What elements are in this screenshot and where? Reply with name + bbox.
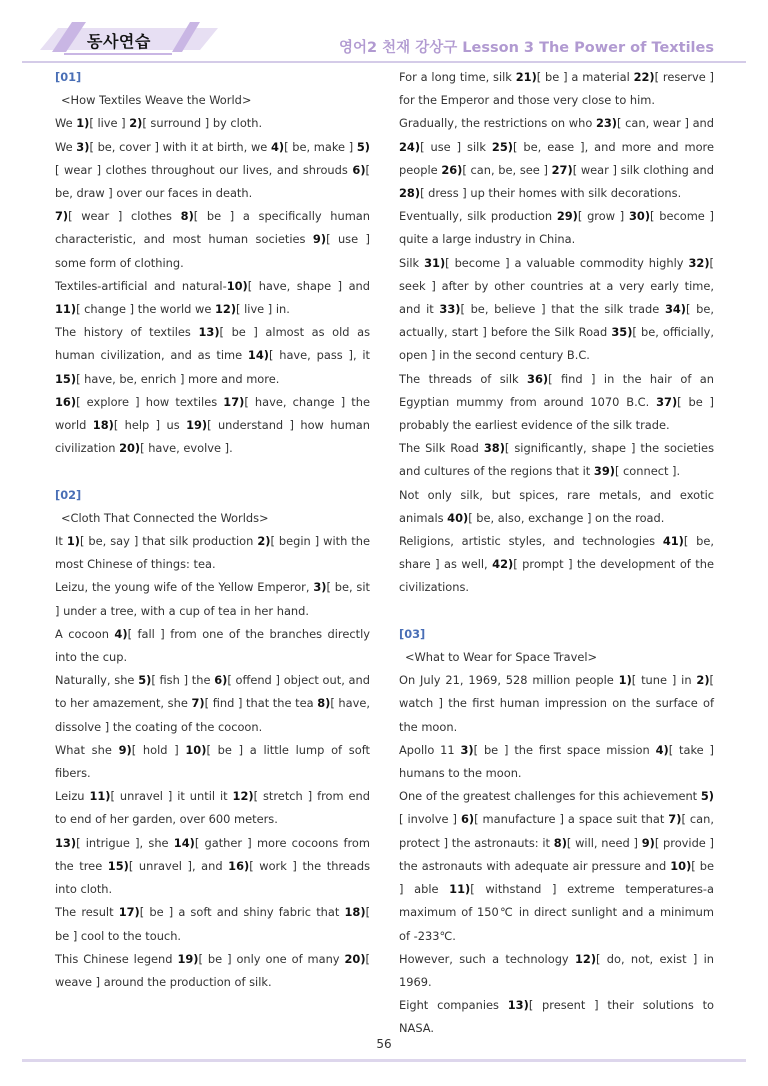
blank-number: 41) [662, 534, 684, 549]
blank-number: 6) [460, 812, 475, 827]
blank-number: 36) [527, 371, 549, 386]
blank-number: 16) [55, 394, 77, 409]
blank-number: 18) [344, 905, 366, 920]
blank-number: 3) [76, 139, 90, 154]
blank-number: 19) [177, 951, 199, 966]
exercise-sentence: Eventually, silk production 29)[ grow ] 30)[ become ] quite a large industry in China. [399, 209, 714, 247]
section-gap [55, 460, 370, 483]
blank-number: 15) [55, 371, 77, 386]
exercise-sentence: This Chinese legend 19)[ be ] only one of many 20)[ weave ] around the production of silk. [55, 951, 370, 989]
blank-number: 11) [55, 302, 77, 317]
blank-number: 22) [633, 70, 655, 84]
exercise-sentence: One of the greatest challenges for this achievement 5)[ involve ] 6)[ manufacture ] a space suit that 7)[ can, protect ] the astronauts: it 8)[ will, need ] 9)[ provide ] the astronauts with adequate air pressure and 10)[ be ] able 11)[ withstand ] extreme temperatures-a maximum of 150℃ in direct sunlight and a minimum of -233℃. [399, 789, 714, 943]
blank-number: 20) [344, 951, 366, 966]
blank-number: 26) [441, 162, 463, 177]
left-column [55, 66, 370, 994]
blank-number: 12) [214, 302, 237, 317]
blank-number: 5) [356, 139, 370, 154]
blank-number: 20) [119, 441, 141, 456]
blank-number: 5) [138, 673, 152, 688]
blank-number: 11) [89, 789, 111, 804]
blank-number: 18) [92, 418, 114, 433]
blank-number: 5) [700, 789, 714, 804]
blank-number: 7) [55, 209, 69, 224]
blank-number: 12) [574, 951, 597, 966]
blank-number: 7) [668, 812, 682, 827]
exercise-sentence: Not only silk, but spices, rare metals, and exotic animals 40)[ be, also, exchange ] on the road. [399, 487, 714, 525]
blank-number: 11) [449, 882, 471, 897]
blank-number: 9) [312, 232, 327, 247]
blank-number: 27) [551, 162, 573, 177]
exercise-sentence: A cocoon 4)[ fall ] from one of the branches directly into the cup. [55, 626, 371, 665]
blank-number: 1) [618, 673, 632, 688]
blank-number: 39) [593, 464, 615, 479]
blank-number: 7) [191, 696, 205, 711]
exercise-sentence: Eight companies 13)[ present ] their solutions to NASA. [399, 998, 715, 1036]
blank-number: 3) [460, 742, 474, 757]
blank-number: 24) [399, 139, 421, 154]
blank-number: 8) [553, 835, 567, 850]
exercise-sentence: We 1)[ live ] 2)[ surround ] by cloth. [55, 116, 263, 131]
exercise-sentence: Leizu, the young wife of the Yellow Emperor, 3)[ be, sit ] under a tree, with a cup of tea in her hand. [55, 580, 370, 618]
exercise-sentence: Textiles-artificial and natural-10)[ have, shape ] and 11)[ change ] the world we 12)[ live ] in. [55, 278, 370, 317]
section-gap [399, 600, 714, 623]
blank-number: 35) [611, 325, 633, 340]
blank-number: 10) [670, 858, 692, 873]
blank-number: 1) [76, 116, 90, 131]
blank-number: 15) [107, 858, 129, 873]
blank-number: 4) [270, 139, 285, 154]
blank-number: 8) [317, 696, 331, 711]
page-number: 56 [376, 1037, 392, 1051]
blank-number: 38) [483, 441, 505, 456]
exercise-sentence: Religions, artistic styles, and technologies 41)[ be, share ] as well, 42)[ prompt ] the development of the civilizations. [399, 534, 714, 595]
exercise-sentence: Gradually, the restrictions on who 23)[ can, wear ] and 24)[ use ] silk 25)[ be, ease ], and more and more people 26)[ can, be, see ] 27)[ wear ] silk clothing and 28)[ dress ] up their homes with silk decorations. [399, 116, 715, 201]
exercise-sentence: 7)[ wear ] clothes 8)[ be ] a specifically human characteristic, and most human societies 9)[ use ] some form of clothing. [55, 209, 370, 270]
blank-number: 30) [628, 209, 651, 224]
blank-number: 14) [173, 835, 195, 850]
page-header [0, 0, 768, 64]
blank-number: 8) [180, 209, 194, 224]
blank-number: 6) [352, 162, 366, 177]
exercise-sentence: It 1)[ be, say ] that silk production 2)[ begin ] with the most Chinese of things: tea. [55, 534, 371, 572]
blank-number: 10) [185, 742, 207, 757]
section-number: [02] [55, 487, 82, 502]
blank-number: 12) [232, 789, 254, 804]
exercise-sentence: Naturally, she 5)[ fish ] the 6)[ offend ] object out, and to her amazement, she 7)[ find ] that the tea 8)[ have, dissolve ] the coating of the cocoon. [55, 673, 370, 734]
header-label: 동사연습 [87, 32, 151, 51]
exercise-sentence: 13)[ intrigue ], she 14)[ gather ] more cocoons from the tree 15)[ unravel ], and 16)[ work ] the threads into cloth. [55, 835, 371, 897]
header-divider [22, 61, 746, 63]
section-number: [01] [55, 70, 82, 84]
passage-title: <Cloth That Connected the Worlds> [61, 510, 269, 525]
exercise-sentence: For a long time, silk 21)[ be ] a material 22)[ reserve ] for the Emperor and those very close to him. [399, 70, 714, 108]
exercise-sentence: The Silk Road 38)[ significantly, shape ] the societies and cultures of the regions that it 39)[ connect ]. [399, 441, 715, 479]
exercise-sentence: The result 17)[ be ] a soft and shiny fabric that 18)[ be ] cool to the touch. [55, 905, 371, 943]
blank-number: 3) [313, 580, 327, 595]
blank-number: 6) [214, 673, 228, 688]
passage-title: <How Textiles Weave the World> [61, 93, 252, 108]
exercise-sentence: The history of textiles 13)[ be ] almost as old as human civilization, and as time 14)[ have, pass ], it 15)[ have, be, enrich ] more and more. [55, 325, 371, 386]
blank-number: 14) [247, 348, 269, 363]
blank-number: 32) [688, 255, 710, 270]
blank-number: 9) [118, 742, 132, 757]
exercise-sentence: However, such a technology 12)[ do, not, exist ] in 1969. [399, 951, 714, 989]
blank-number: 25) [491, 139, 513, 154]
blank-number: 16) [228, 858, 250, 873]
blank-number: 1) [66, 534, 80, 549]
blank-number: 4) [655, 742, 669, 757]
exercise-sentence: Apollo 11 3)[ be ] the first space mission 4)[ take ] humans to the moon. [399, 742, 714, 781]
blank-number: 2) [129, 116, 143, 131]
blank-number: 40) [447, 510, 469, 525]
blank-number: 4) [114, 626, 128, 641]
exercise-sentence: The threads of silk 36)[ find ] in the hair of an Egyptian mummy from around 1070 B.C. 37)[ be ] probably the earliest evidence of the silk trade. [399, 371, 714, 433]
blank-number: 13) [507, 998, 529, 1013]
exercise-sentence: We 3)[ be, cover ] with it at birth, we 4)[ be, make ] 5)[ wear ] clothes throughout our lives, and shrouds 6)[ be, draw ] over our faces in death. [55, 139, 370, 201]
blank-number: 42) [492, 557, 514, 572]
blank-number: 2) [257, 534, 271, 549]
passage-title: <What to Wear for Space Travel> [405, 650, 598, 665]
blank-number: 17) [223, 394, 245, 409]
blank-number: 13) [55, 835, 77, 850]
blank-number: 31) [424, 255, 446, 270]
blank-number: 33) [439, 302, 461, 317]
blank-number: 19) [186, 418, 208, 433]
blank-number: 37) [656, 394, 678, 409]
exercise-sentence: Silk 31)[ become ] a valuable commodity highly 32)[ seek ] after by other countries at a very early time, and it 33)[ be, believe ] that the silk trade 34)[ be, actually, start ] before the Silk Road 35)[ be, officially, open ] in the second century B.C. [399, 255, 715, 363]
blank-number: 21) [515, 70, 537, 84]
blank-number: 34) [664, 302, 687, 317]
blank-number: 13) [198, 325, 220, 340]
exercise-sentence: 16)[ explore ] how textiles 17)[ have, change ] the world 18)[ help ] us 19)[ understand ] how human civilization 20)[ have, evolve ]. [55, 394, 371, 456]
blank-number: 2) [696, 673, 710, 688]
blank-number: 9) [641, 835, 655, 850]
exercise-sentence: What she 9)[ hold ] 10)[ be ] a little lump of soft fibers. [55, 742, 370, 781]
blank-number: 29) [556, 209, 578, 224]
exercise-sentence: On July 21, 1969, 528 million people 1)[ tune ] in 2)[ watch ] the first human impression on the surface of the moon. [399, 673, 714, 734]
blank-number: 10) [226, 278, 248, 293]
footer-divider [22, 1059, 746, 1062]
blank-number: 17) [118, 905, 140, 920]
blank-number: 23) [595, 116, 618, 131]
right-column [399, 66, 714, 1041]
blank-number: 28) [399, 186, 421, 201]
header-title: 영어2 천재 강상구 Lesson 3 The Power of Textiles [338, 40, 714, 56]
exercise-sentence: Leizu 11)[ unravel ] it until it 12)[ stretch ] from end to end of her garden, over 600 meters. [55, 789, 370, 827]
section-number: [03] [399, 626, 426, 641]
